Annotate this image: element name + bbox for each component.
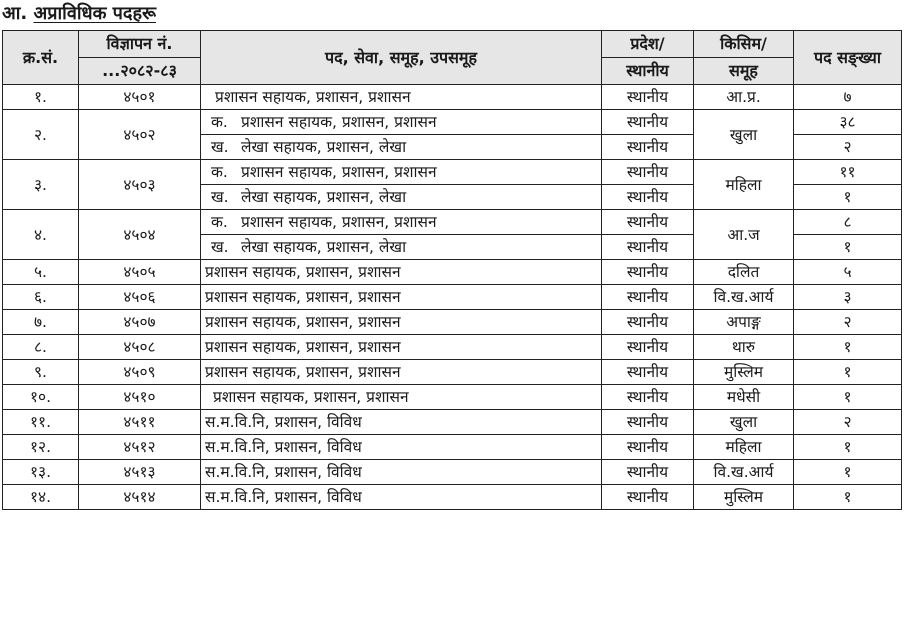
cell-ad: ४५०४	[79, 210, 201, 260]
cell-type: मुस्लिम	[694, 485, 794, 510]
cell-post: स.म.वि.नि, प्रशासन, विविध	[201, 435, 602, 460]
header-level-line1: प्रदेश/	[602, 31, 694, 58]
cell-post-sub-a	[201, 160, 602, 185]
cell-post: स.म.वि.नि, प्रशासन, विविध	[201, 485, 602, 510]
cell-type: महिला	[694, 435, 794, 460]
table-row	[3, 285, 902, 310]
cell-sn: ११.	[3, 410, 79, 435]
cell-count: १	[794, 435, 902, 460]
section-heading	[2, 2, 156, 26]
table-body	[3, 85, 902, 510]
sub-tag: क.	[211, 213, 228, 231]
cell-count: ११	[794, 160, 902, 185]
cell-post: प्रशासन सहायक, प्रशासन, प्रशासन	[201, 285, 602, 310]
table-row	[3, 360, 902, 385]
cell-post-sub-b	[201, 185, 602, 210]
cell-type: महिला	[694, 160, 794, 210]
cell-count: १	[794, 360, 902, 385]
cell-level: स्थानीय	[602, 435, 694, 460]
cell-count: १	[794, 235, 902, 260]
table-row	[3, 110, 902, 135]
cell-ad: ४५०२	[79, 110, 201, 160]
header-ad-line2: ...२०८२-८३	[79, 58, 201, 85]
cell-ad: ४५०९	[79, 360, 201, 385]
cell-count: २	[794, 135, 902, 160]
cell-ad: ४५०७	[79, 310, 201, 335]
cell-post: प्रशासन सहायक, प्रशासन, प्रशासन	[201, 85, 602, 110]
cell-sn: ५.	[3, 260, 79, 285]
cell-sn: ४.	[3, 210, 79, 260]
header-sn: क्र.सं.	[3, 31, 79, 85]
header-type-line1: किसिम/	[694, 31, 794, 58]
cell-post: प्रशासन सहायक, प्रशासन, प्रशासन	[201, 335, 602, 360]
cell-ad: ४५०३	[79, 160, 201, 210]
cell-sn: १३.	[3, 460, 79, 485]
header-type-line2: समूह	[694, 58, 794, 85]
cell-level: स्थानीय	[602, 185, 694, 210]
cell-count: १	[794, 335, 902, 360]
sub-tag: ख.	[211, 188, 229, 206]
cell-sn: ६.	[3, 285, 79, 310]
cell-type: आ.प्र.	[694, 85, 794, 110]
cell-count: ३८	[794, 110, 902, 135]
cell-post: स.म.वि.नि, प्रशासन, विविध	[201, 460, 602, 485]
cell-post-sub-b	[201, 235, 602, 260]
cell-type: थारु	[694, 335, 794, 360]
cell-count: १	[794, 485, 902, 510]
cell-level: स्थानीय	[602, 260, 694, 285]
cell-level: स्थानीय	[602, 460, 694, 485]
cell-type: मुस्लिम	[694, 360, 794, 385]
cell-type: खुला	[694, 110, 794, 160]
cell-post-sub-b	[201, 135, 602, 160]
sub-post-text: प्रशासन सहायक, प्रशासन, प्रशासन	[241, 113, 437, 131]
table-row	[3, 485, 902, 510]
cell-sn: ८.	[3, 335, 79, 360]
section-heading-prefix: आ.	[2, 3, 28, 24]
sub-post-text: लेखा सहायक, प्रशासन, लेखा	[241, 138, 407, 156]
cell-sn: १०.	[3, 385, 79, 410]
header-level-line2: स्थानीय	[602, 58, 694, 85]
cell-post-sub-a	[201, 110, 602, 135]
header-row-top	[3, 31, 902, 58]
cell-ad: ४५०५	[79, 260, 201, 285]
cell-level: स्थानीय	[602, 235, 694, 260]
cell-ad: ४५११	[79, 410, 201, 435]
table-row	[3, 435, 902, 460]
sub-tag: क.	[211, 163, 228, 181]
cell-type: खुला	[694, 410, 794, 435]
cell-count: ७	[794, 85, 902, 110]
cell-sn: १४.	[3, 485, 79, 510]
section-heading-title: अप्राविधिक पदहरू	[33, 3, 156, 24]
cell-count: १	[794, 185, 902, 210]
cell-post: प्रशासन सहायक, प्रशासन, प्रशासन	[201, 260, 602, 285]
cell-type: मधेसी	[694, 385, 794, 410]
table-row	[3, 85, 902, 110]
cell-post-sub-a	[201, 210, 602, 235]
table-row	[3, 410, 902, 435]
sub-post-text: प्रशासन सहायक, प्रशासन, प्रशासन	[241, 213, 437, 231]
cell-ad: ४५०१	[79, 85, 201, 110]
header-post: पद, सेवा, समूह, उपसमूह	[201, 31, 602, 85]
sub-post-text: लेखा सहायक, प्रशासन, लेखा	[241, 188, 407, 206]
cell-level: स्थानीय	[602, 85, 694, 110]
sub-post-text: लेखा सहायक, प्रशासन, लेखा	[241, 238, 407, 256]
cell-count: १	[794, 460, 902, 485]
cell-count: ८	[794, 210, 902, 235]
cell-level: स्थानीय	[602, 360, 694, 385]
cell-level: स्थानीय	[602, 160, 694, 185]
cell-level: स्थानीय	[602, 210, 694, 235]
cell-count: ५	[794, 260, 902, 285]
cell-ad: ४५१२	[79, 435, 201, 460]
cell-type: दलित	[694, 260, 794, 285]
cell-type: अपाङ्ग	[694, 310, 794, 335]
cell-post: स.म.वि.नि, प्रशासन, विविध	[201, 410, 602, 435]
cell-type: वि.ख.आर्य	[694, 460, 794, 485]
vacancy-table	[2, 30, 902, 510]
cell-ad: ४५१३	[79, 460, 201, 485]
table-row	[3, 260, 902, 285]
cell-sn: २.	[3, 110, 79, 160]
sub-tag: ख.	[211, 138, 229, 156]
cell-level: स्थानीय	[602, 110, 694, 135]
cell-ad: ४५०८	[79, 335, 201, 360]
table-row	[3, 210, 902, 235]
cell-ad: ४५१०	[79, 385, 201, 410]
cell-ad: ४५१४	[79, 485, 201, 510]
cell-sn: १.	[3, 85, 79, 110]
cell-type: वि.ख.आर्य	[694, 285, 794, 310]
cell-count: २	[794, 410, 902, 435]
cell-level: स्थानीय	[602, 310, 694, 335]
cell-post: प्रशासन सहायक, प्रशासन, प्रशासन	[201, 385, 602, 410]
cell-level: स्थानीय	[602, 485, 694, 510]
cell-level: स्थानीय	[602, 135, 694, 160]
cell-sn: १२.	[3, 435, 79, 460]
cell-sn: ७.	[3, 310, 79, 335]
table-row	[3, 385, 902, 410]
cell-level: स्थानीय	[602, 335, 694, 360]
cell-post: प्रशासन सहायक, प्रशासन, प्रशासन	[201, 360, 602, 385]
cell-ad: ४५०६	[79, 285, 201, 310]
sub-tag: ख.	[211, 238, 229, 256]
header-ad-line1: विज्ञापन नं.	[79, 31, 201, 58]
table-row	[3, 310, 902, 335]
cell-level: स्थानीय	[602, 285, 694, 310]
cell-post: प्रशासन सहायक, प्रशासन, प्रशासन	[201, 310, 602, 335]
cell-count: १	[794, 385, 902, 410]
table-row	[3, 335, 902, 360]
cell-type: आ.ज	[694, 210, 794, 260]
sub-post-text: प्रशासन सहायक, प्रशासन, प्रशासन	[241, 163, 437, 181]
header-count: पद सङ्ख्या	[794, 31, 902, 85]
cell-level: स्थानीय	[602, 385, 694, 410]
cell-level: स्थानीय	[602, 410, 694, 435]
sub-tag: क.	[211, 113, 228, 131]
cell-sn: ३.	[3, 160, 79, 210]
cell-sn: ९.	[3, 360, 79, 385]
cell-count: ३	[794, 285, 902, 310]
table-header	[3, 31, 902, 85]
cell-count: २	[794, 310, 902, 335]
table-row	[3, 160, 902, 185]
table-row	[3, 460, 902, 485]
